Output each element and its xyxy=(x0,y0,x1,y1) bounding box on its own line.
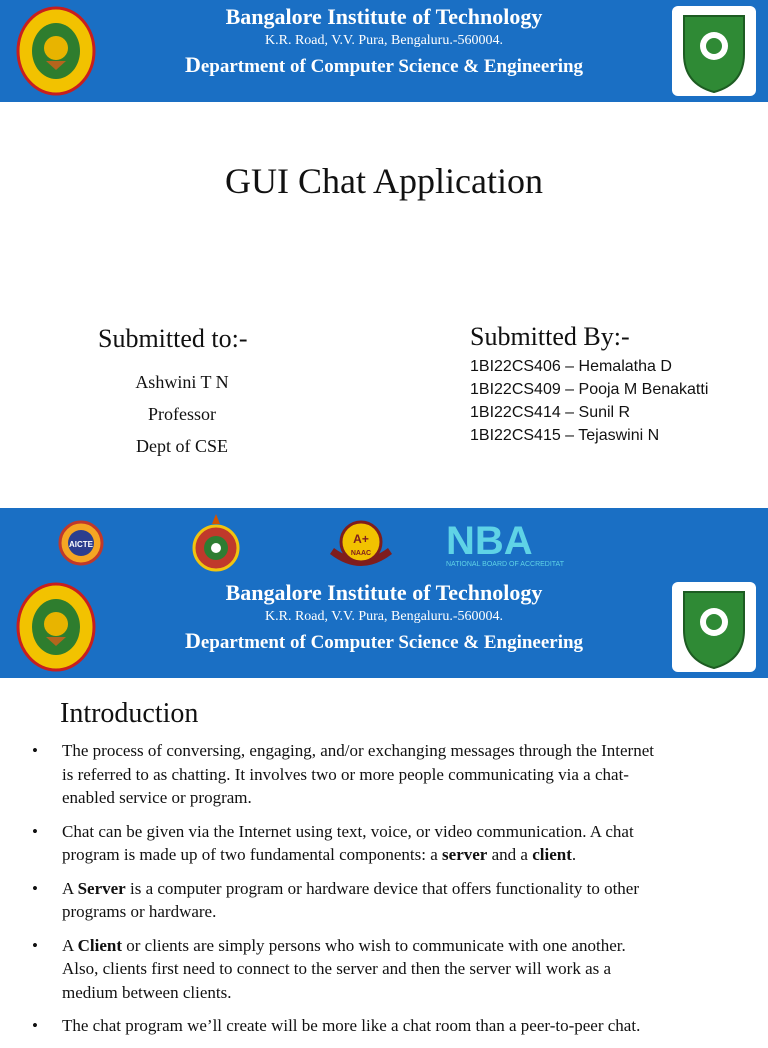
vtu-logo-icon xyxy=(190,512,242,577)
student-item: 1BI22CS414 – Sunil R xyxy=(470,404,631,421)
bullet-icon: • xyxy=(32,1016,38,1035)
institute-name: Bangalore Institute of Technology xyxy=(225,4,543,29)
guide-name: Ashwini T N xyxy=(135,372,229,392)
submitted-to-details xyxy=(98,366,266,462)
student-list xyxy=(470,355,708,447)
student-item: 1BI22CS409 – Pooja M Benakatti xyxy=(470,381,709,398)
naac-logo-icon xyxy=(326,518,396,575)
svg-text:AICTE: AICTE xyxy=(69,540,93,549)
svg-text:NAAC: NAAC xyxy=(350,550,372,557)
student-item: 1BI22CS406 – Hemalatha D xyxy=(470,358,672,375)
list-item: • The chat program we’ll create will be more like a chat room than a peer-to-peer chat. xyxy=(32,1014,742,1038)
submitted-to-heading: Submitted to:- xyxy=(98,324,248,353)
svg-text:NATIONAL BOARD OF ACCREDITATIO: NATIONAL BOARD OF ACCREDITATION xyxy=(446,561,564,568)
department-name: Department of Computer Science & Engineering xyxy=(184,628,584,653)
institute-address: K.R. Road, V.V. Pura, Bengaluru.-560004. xyxy=(265,609,503,624)
intro-bullets xyxy=(32,739,742,1048)
slide-title: GUI Chat Application xyxy=(225,161,543,201)
list-item: • The process of conversing, engaging, and/or exchanging messages through the Internet is referred to as chatting. It involves two or more people communicating via a chat- enabled service or program. xyxy=(32,741,654,807)
bullet-icon: • xyxy=(32,935,38,955)
header-banner xyxy=(0,0,768,102)
bullet-icon: • xyxy=(32,741,38,760)
accreditation-band xyxy=(0,508,768,576)
institute-address: K.R. Road, V.V. Pura, Bengaluru.-560004. xyxy=(265,33,503,48)
svg-text:NBA: NBA xyxy=(446,519,533,563)
institute-name: Bangalore Institute of Technology xyxy=(225,580,543,605)
bullet-icon: • xyxy=(32,878,38,898)
svg-text:A+: A+ xyxy=(353,532,369,546)
department-name: Department of Computer Science & Engineering xyxy=(184,52,584,77)
list-item: • A Client or clients are simply persons who wish to communicate with one another. Also, clients first need to connect to the server and then the server will work as a medium between clients. xyxy=(32,935,626,1002)
aicte-logo-icon xyxy=(58,520,104,571)
list-item: • A Server is a computer program or hardware device that offers functionality to other programs or hardware. xyxy=(32,878,640,921)
nba-logo-icon xyxy=(444,516,564,577)
list-item: • Chat can be given via the Internet using text, voice, or video communication. A chat program is made up of two fundamental components: a server and a client. xyxy=(32,821,634,864)
header-banner-2 xyxy=(0,576,768,678)
bullet-icon: • xyxy=(32,821,38,841)
intro-heading: Introduction xyxy=(60,698,199,729)
bit-crest-icon xyxy=(672,582,756,677)
submitted-by-heading: Submitted By:- xyxy=(470,322,630,351)
bit-crest-icon xyxy=(672,6,756,101)
student-item: 1BI22CS415 – Tejaswini N xyxy=(470,427,660,444)
guide-department: Dept of CSE xyxy=(136,436,228,456)
guide-designation: Professor xyxy=(148,404,216,424)
